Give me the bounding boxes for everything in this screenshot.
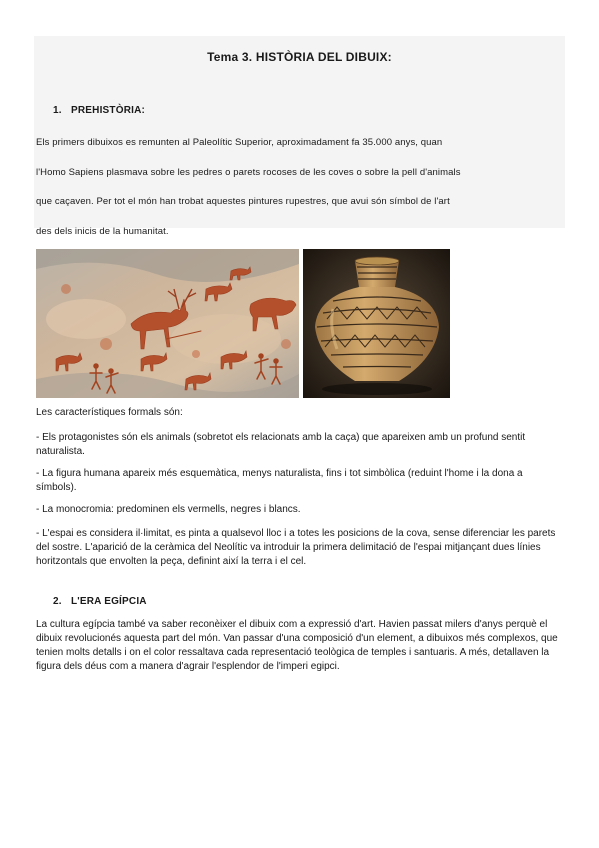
paragraph-line: Els primers dibuixos es remunten al Paleolític Superior, aproximadament fa 35.000 anys, quan (36, 137, 443, 148)
section-number: 1. (53, 105, 62, 116)
cave-painting-image (36, 249, 299, 398)
prehistory-intro-paragraph (36, 128, 564, 246)
feature-item: - L'espai es considera il·limitat, es pinta a qualsevol lloc i a totes les posicions de la cova, sense diferenciar les parets del sostre. L'aparició de la ceràmica del Neolític va introduir la primera delimitació de l'espai mitjançant dues línies horitzontals que envolten la peça, definint així la terra i el cel. (36, 528, 556, 567)
section-number: 2. (53, 596, 62, 607)
feature-item: - La figura humana apareix més esquemàtica, menys naturalista, fins i tot simbòlica (reduint l'home i la dona a símbols). (36, 468, 523, 493)
section-heading-egypt (53, 596, 147, 607)
feature-item: - La monocromia: predominen els vermells, negres i blancs. (36, 504, 301, 515)
features-intro: Les característiques formals són: (36, 407, 183, 418)
paragraph-line: des dels inicis de la humanitat. (36, 225, 169, 237)
feature-item: - Els protagonistes són els animals (sobretot els relacionats amb la caça) que apareixen amb un profund sentit naturalista. (36, 432, 526, 457)
page-title: Tema 3. HISTÒRIA DEL DIBUIX: (207, 50, 392, 64)
section-heading-text: L'ERA EGÍPCIA (71, 596, 147, 607)
paragraph-line: l'Homo Sapiens plasmava sobre les pedres o parets rocoses de les coves o sobre la pell d'animals (36, 166, 461, 178)
ceramic-vessel-image (303, 249, 450, 398)
section-heading-prehistory (53, 105, 145, 116)
paragraph-line: que caçaven. Per tot el món han trobat aquestes pintures rupestres, que avui són símbol de l'art (36, 196, 450, 207)
section-heading-text: PREHISTÒRIA: (71, 105, 146, 116)
egypt-paragraph: La cultura egípcia també va saber reconèixer el dibuix com a expressió d'art. Havien passat milers d'anys perquè el dibuix revolucionés aquesta part del món. Van passar d'una composició d'un element, a dibuixos més complexos, que tenien molts detalls i on el color ressaltava cada representació teològica de temples i santuaris. A més, detallaven la figura dels déus com a manera d'agrair l'esplendor de l'imperi egipci. (36, 619, 558, 672)
